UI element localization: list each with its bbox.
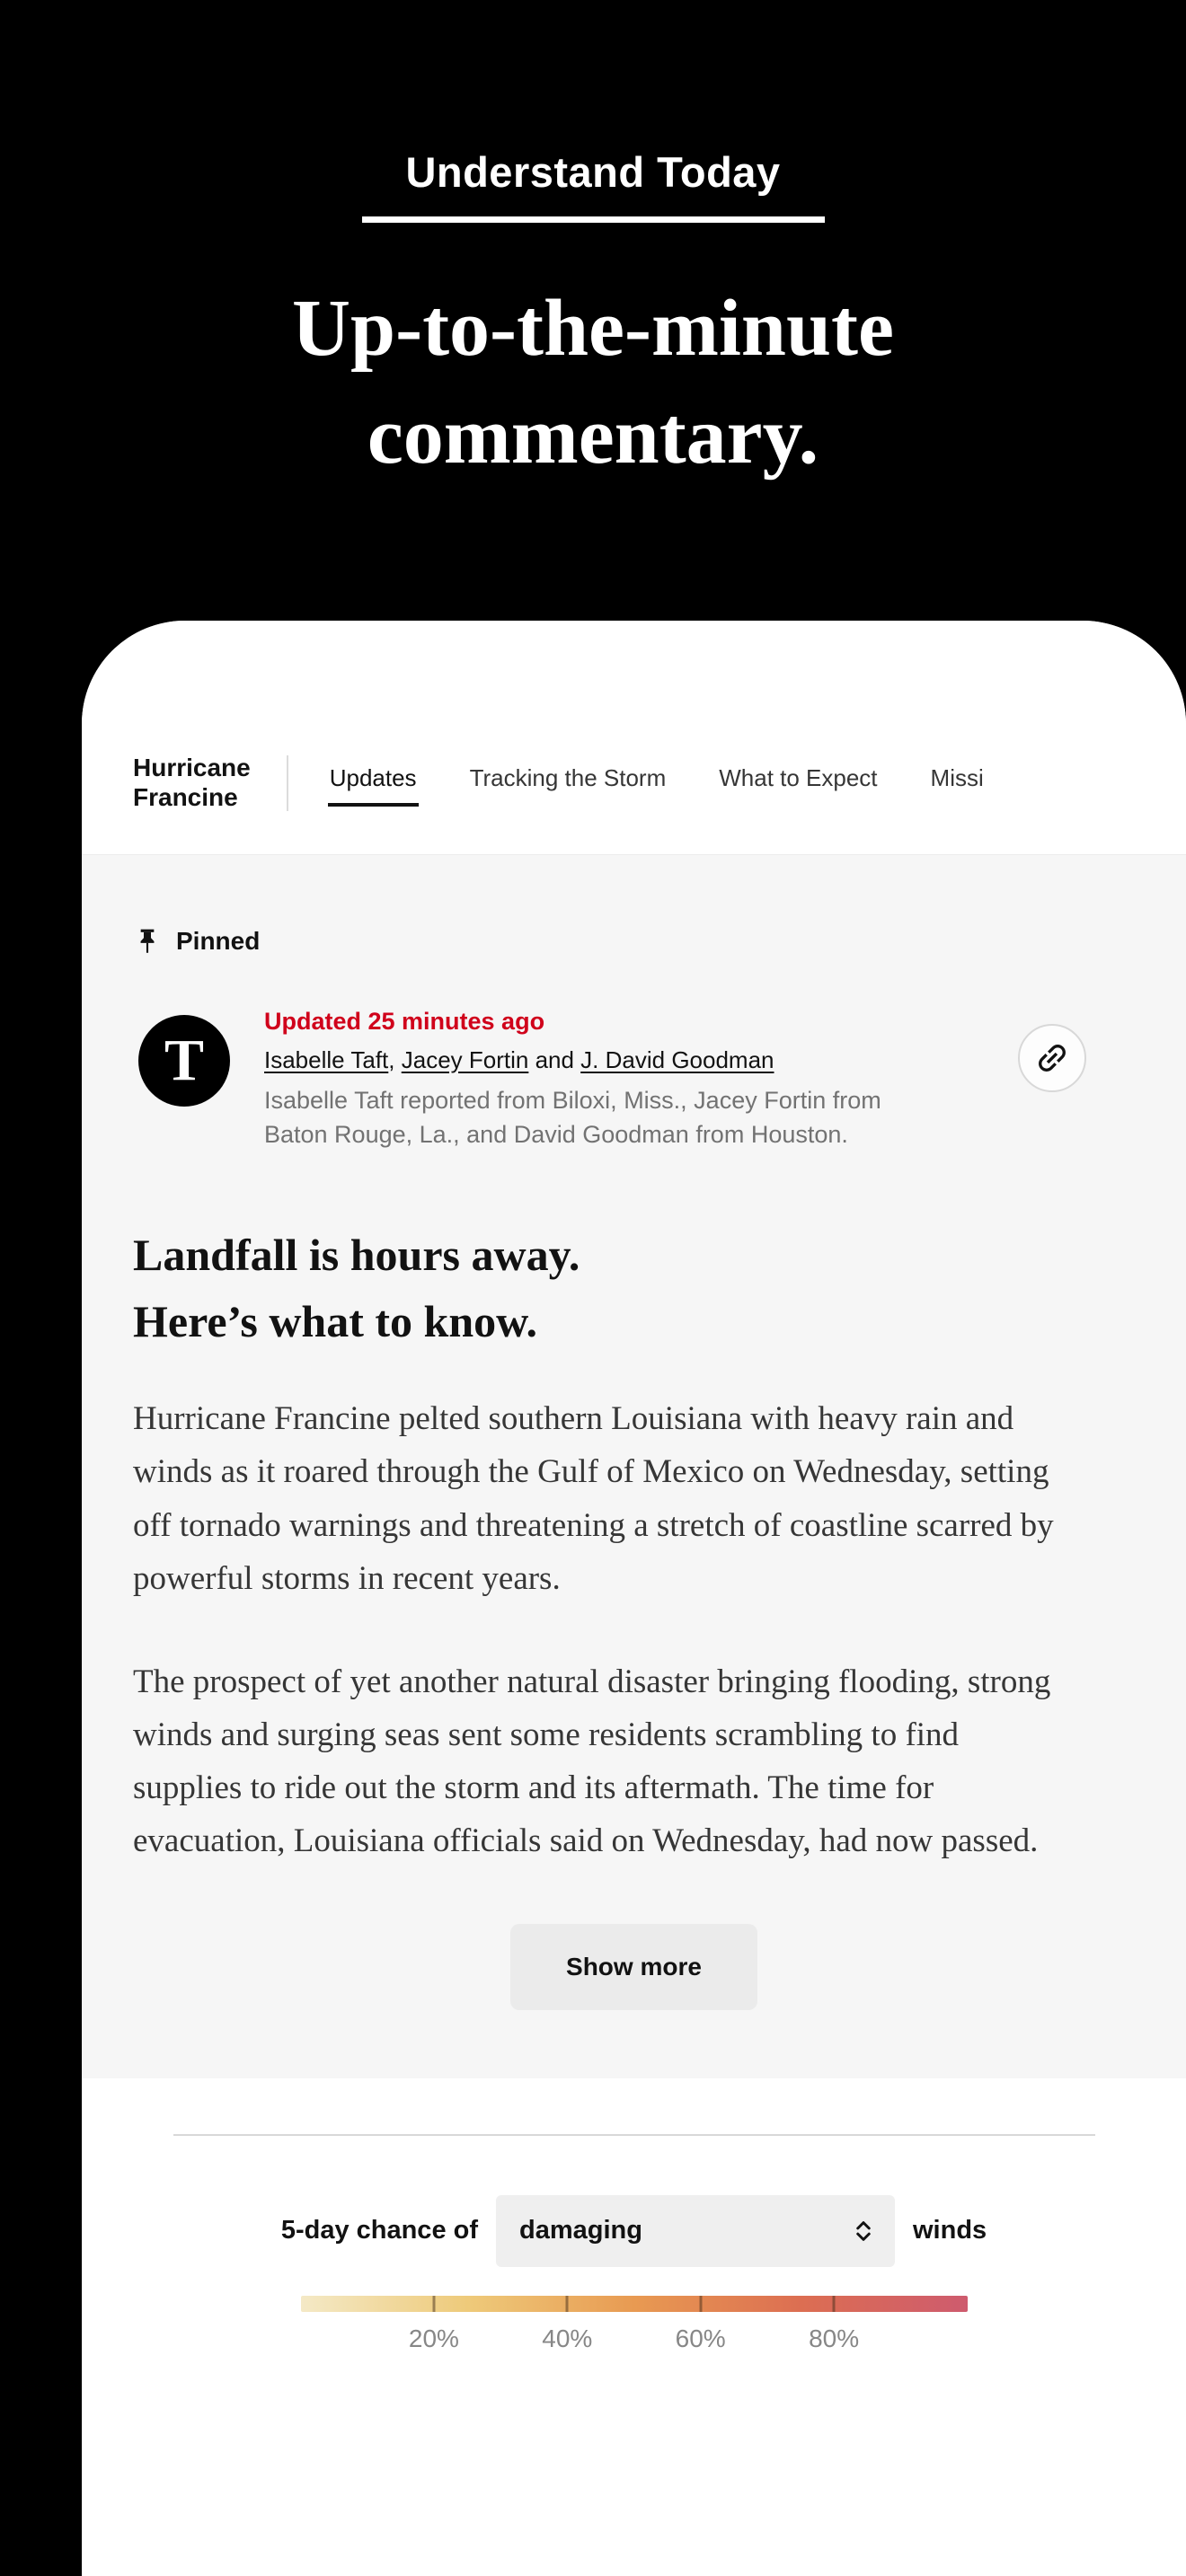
hero-title-line1: Up-to-the-minute [292,284,894,373]
pin-icon [133,927,162,956]
hero-section [0,0,1186,490]
scale-tick-80 [833,2296,836,2312]
hero-title [0,275,1186,490]
wind-prefix-label: 5-day chance of [280,2216,478,2245]
post-byline-block [133,1008,1135,1152]
scale-tick-60 [699,2296,702,2312]
hero-title-line2: commentary. [367,391,819,481]
nyt-logo [138,1015,230,1107]
chevron-updown-icon [850,2218,877,2245]
author-link-1[interactable]: Isabelle Taft [264,1045,389,1073]
byline-separator-2: and [528,1045,581,1073]
pinned-row [133,927,1135,956]
coverage-title-line1: Hurricane [133,754,251,781]
scale-label-80: 80% [809,2324,860,2352]
post-paragraph-1: Hurricane Francine pelted southern Louisiana with heavy rain and winds as it roared through the Gulf of Mexico on Wednesday, setting off tornado warnings and threatening a stretch of coastline scarred by powerful storms in recent years. [133,1400,1054,1597]
wind-type-dropdown[interactable] [496,2195,895,2267]
scale-tick-20 [432,2296,435,2312]
tab-tracking-the-storm[interactable]: Tracking the Storm [468,759,668,807]
wind-chance-widget [82,2078,1186,2369]
post-paragraph-2: The prospect of yet another natural disaster bringing flooding, strong winds and surging seas sent some residents scrambling to find supplies to ride out the storm and its aftermath. The time for evacuation, Louisiana officials said on Wednesday, had now passed. [133,1663,1051,1860]
post-headline [133,1222,1135,1354]
author-link-2[interactable]: Jacey Fortin [401,1045,529,1073]
byline [264,1046,916,1074]
live-coverage-card [82,621,1186,2576]
tab-updates[interactable]: Updates [328,759,419,807]
copy-link-button[interactable] [1018,1024,1086,1092]
coverage-header [82,621,1186,854]
coverage-tabs [328,759,1186,807]
wind-gradient-bar [301,2296,968,2312]
nyt-logo-letter: T [164,1027,205,1093]
tab-what-to-expect[interactable]: What to Expect [717,759,879,807]
pinned-label: Pinned [176,926,261,955]
coverage-title [133,754,251,813]
coverage-title-line2: Francine [133,782,238,811]
scale-label-20: 20% [408,2324,459,2352]
wind-controls [82,2195,1186,2267]
author-link-3[interactable]: J. David Goodman [580,1045,774,1073]
pinned-post-section [82,854,1186,2078]
post-headline-line2: Here’s what to know. [133,1296,537,1347]
post-body [133,1392,1135,1868]
header-divider [287,755,288,811]
link-icon [1025,1031,1078,1084]
byline-separator-1: , [388,1045,402,1073]
tab-missi[interactable]: Missi [929,759,986,807]
wind-probability-scale [301,2296,968,2369]
updated-timestamp: Updated 25 minutes ago [264,1007,545,1035]
scale-label-60: 60% [675,2324,726,2352]
show-more-button[interactable]: Show more [510,1924,757,2010]
post-headline-line1: Landfall is hours away. [133,1230,580,1281]
eyebrow-underline [362,216,825,223]
hero-eyebrow: Understand Today [405,148,781,196]
scale-labels [301,2325,968,2369]
scale-tick-40 [566,2296,569,2312]
scale-label-40: 40% [542,2324,593,2352]
widget-divider [173,2134,1095,2136]
reporter-note: Isabelle Taft reported from Biloxi, Miss., Jacey Fortin from Baton Rouge, La., and David Goodman from Houston. [264,1086,881,1148]
wind-type-selected-value: damaging [519,2216,642,2245]
post-meta [264,1008,916,1152]
wind-suffix-label: winds [913,2216,987,2245]
